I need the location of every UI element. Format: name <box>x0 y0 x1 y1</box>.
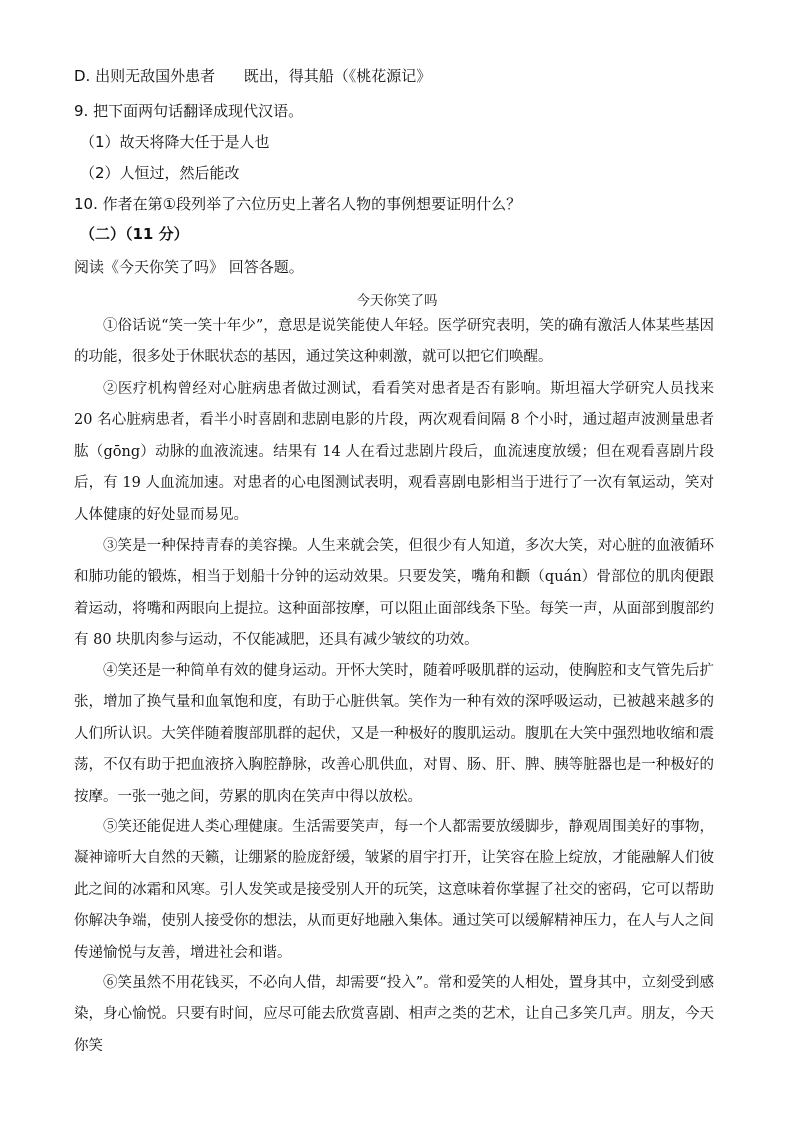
question-10: 10. 作者在第①段列举了六位历史上著名人物的事例想要证明什么？ <box>74 195 522 213</box>
reading-instruction: 阅读《今天你笑了吗》 回答各题。 <box>74 258 304 276</box>
section-heading: （二）（11 分） <box>80 225 189 243</box>
article-paragraph-1: ①俗话说“笑一笑十年少”，意思是说笑能使人年轻。医学研究表明，笑的确有激活人体某些基因的功能，很多处于休眠状态的基因，通过笑这种刺激，就可以把它们唤醒。 <box>74 318 714 366</box>
question-9-item-1: （1）故天将降大任于是人也 <box>80 133 270 151</box>
article-paragraph-6: ⑥笑虽然不用花钱买，不必向人借，却需要“投入”。常和爱笑的人相处，置身其中，立刻受到感染，身心愉悦。只要有时间，应尽可能去欣赏喜剧、相声之类的艺术，让自己多笑几声。朋友，今天你笑 <box>74 975 714 1054</box>
question-option-d: D. 出则无敌国外患者 既出，得其船（《桃花源记》 <box>74 67 432 85</box>
question-9: 9. 把下面两句话翻译成现代汉语。 <box>74 102 304 120</box>
article-title: 今天你笑了吗 <box>356 293 438 309</box>
question-9-item-2: （2）人恒过，然后能改 <box>80 164 240 182</box>
article-paragraph-3: ③笑是一种保持青春的美容操。人生来就会笑，但很少有人知道，多次大笑，对心脏的血液循环和肺功能的锻炼，相当于划船十分钟的运动效果。只要发笑，嘴角和颧（quán）骨部位的肌肉便跟着运动，将嘴和两眼向上提拉。这种面部按摩，可以阻止面部线条下坠。每笑一声，从面部到腹部约有 80 块肌肉参与运动，不仅能减肥，还具有减少皱纹的功效。 <box>74 538 714 649</box>
article-paragraph-4: ④笑还是一种简单有效的健身运动。开怀大笑时，随着呼吸肌群的运动，使胸腔和支气管先后扩张，增加了换气量和血氧饱和度，有助于心脏供氧。笑作为一种有效的深呼吸运动，已被越来越多的人们所认识。大笑伴随着腹部肌群的起伏，又是一种极好的腹肌运动。腹肌在大笑中强烈地收缩和震荡，不仅有助于把血液挤入胸腔静脉，改善心肌供血，对胃、肠、肝、脾、胰等脏器也是一种极好的按摩。一张一弛之间，劳累的肌肉在笑声中得以放松。 <box>74 663 714 805</box>
article-paragraph-2: ②医疗机构曾经对心脏病患者做过测试，看看笑对患者是否有影响。斯坦福大学研究人员找来 20 名心脏病患者，看半小时喜剧和悲剧电影的片段，两次观看间隔 8 个小时，通过超声波测量患者肱（gōng）动脉的血液流速。结果有 14 人在看过悲剧片段后，血流速度放缓；但在观看喜剧片段后，有 19 人血流加速。对患者的心电图测试表明，观看喜剧电影相当于进行了一次有氧运动，笑对人体健康的好处显而易见。 <box>74 381 714 523</box>
article-paragraph-5: ⑤笑还能促进人类心理健康。生活需要笑声，每一个人都需要放缓脚步，静观周围美好的事物，凝神谛听大自然的天籁，让绷紧的脸庞舒缓，皱紧的眉宇打开，让笑容在脸上绽放，才能融解人们彼此之间的冰霜和风寒。引人发笑或是接受别人开的玩笑，这意味着你掌握了社交的密码，它可以帮助你解决争端，使别人接受你的想法，从而更好地融入集体。通过笑可以缓解精神压力，在人与人之间传递愉悦与友善，增进社会和谐。 <box>74 819 714 961</box>
